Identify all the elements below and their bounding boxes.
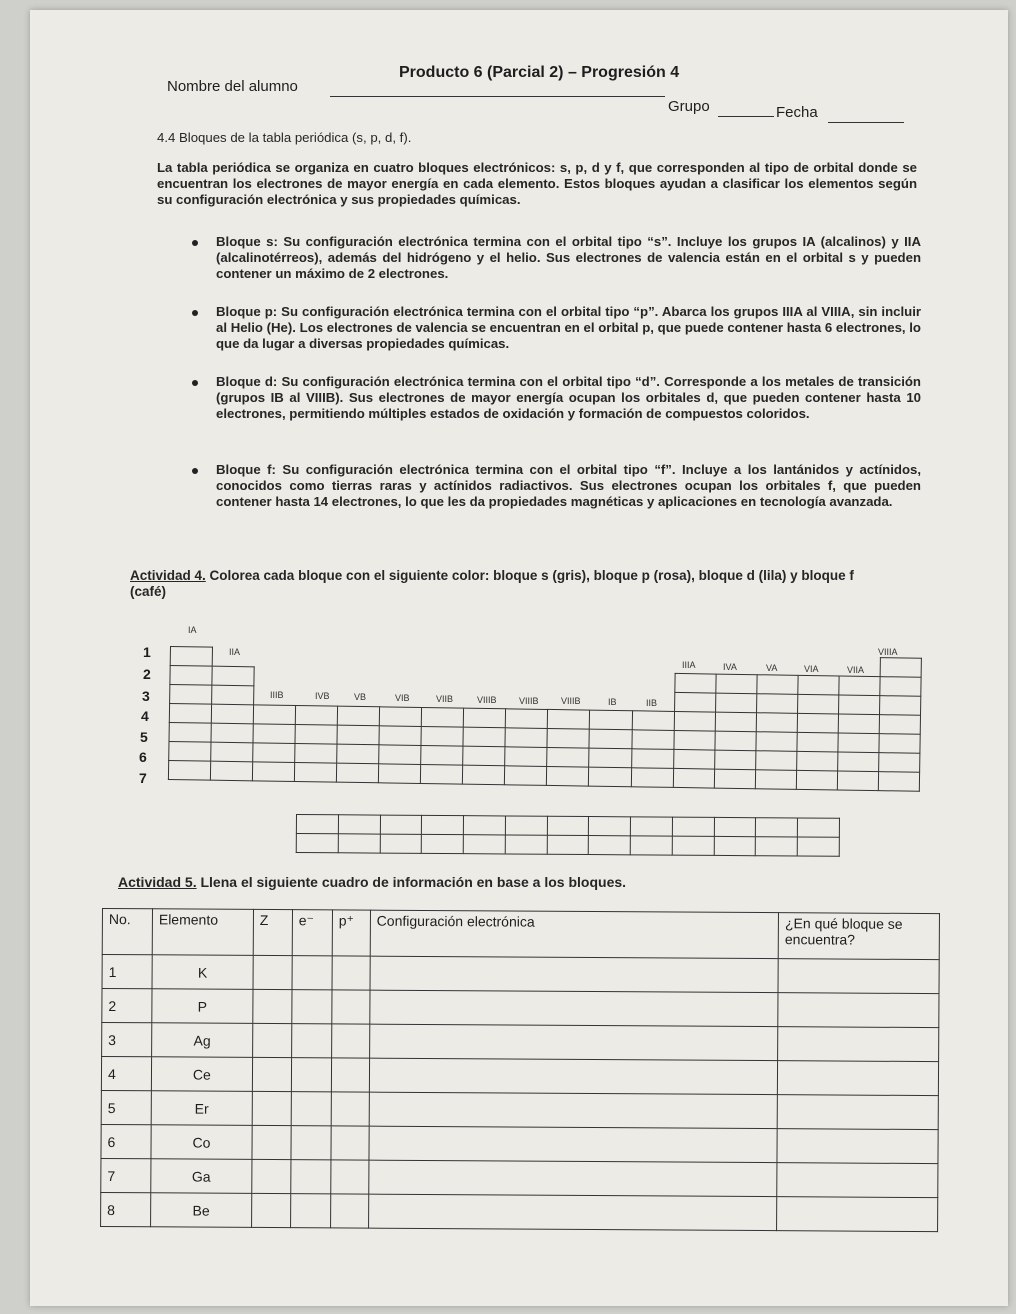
name-blank-line[interactable] — [330, 96, 665, 97]
intro-paragraph: La tabla periódica se organiza en cuatro bloques electrónicos: s, p, d y f, que corresponden al tipo de orbital donde se encuentran los electrones de mayor energía en cada elemento. Estos bloques ayudan a clasificar los elementos según su configuración electrónica y sus propiedades químicas. — [157, 160, 917, 207]
cell[interactable] — [715, 693, 756, 713]
cell[interactable] — [878, 772, 919, 792]
activity4-text: Colorea cada bloque con el siguiente color: bloque s (gris), bloque p (rosa), bloque d (lila) y bloque f — [205, 568, 854, 583]
cell[interactable] — [879, 715, 920, 735]
cell[interactable] — [589, 817, 631, 836]
block-cell[interactable] — [777, 1197, 938, 1232]
group-blank-line[interactable] — [718, 116, 774, 117]
electrons-cell[interactable] — [290, 1194, 330, 1228]
cell[interactable] — [463, 727, 505, 747]
cell[interactable] — [672, 817, 714, 836]
cell[interactable] — [756, 837, 798, 856]
group-label-p: VIA — [804, 664, 819, 674]
cell[interactable] — [505, 728, 547, 748]
cell[interactable] — [673, 768, 714, 788]
cell[interactable] — [589, 729, 631, 749]
cell[interactable] — [506, 709, 548, 729]
cell[interactable] — [714, 750, 755, 770]
configuration-cell[interactable] — [369, 1058, 778, 1094]
section-heading: 4.4 Bloques de la tabla periódica (s, p, d, f). — [157, 130, 412, 145]
cell[interactable] — [421, 726, 463, 746]
cell[interactable] — [837, 752, 878, 772]
activity5-instructions — [118, 874, 626, 890]
group-label-d: VIIB — [436, 694, 454, 704]
protons-cell[interactable] — [331, 1092, 369, 1126]
protons-cell[interactable] — [331, 1160, 369, 1194]
cell[interactable] — [295, 762, 337, 782]
name-label: Nombre del alumno — [167, 78, 298, 95]
table-row — [101, 1158, 938, 1197]
periodic-table-grid — [168, 646, 922, 792]
block-cell[interactable] — [777, 1061, 938, 1096]
cell[interactable] — [878, 753, 919, 773]
cell[interactable] — [674, 673, 715, 693]
cell[interactable] — [756, 818, 798, 837]
group-label-ia: IA — [188, 625, 197, 635]
element-symbol: Ag — [152, 1023, 253, 1058]
row-number: 8 — [101, 1192, 151, 1226]
z-cell[interactable] — [252, 1023, 291, 1057]
period-number: 2 — [143, 666, 151, 682]
cell[interactable] — [674, 730, 715, 750]
cell[interactable] — [797, 732, 838, 752]
group-label-d: VIIIB — [477, 695, 497, 705]
cell[interactable] — [505, 747, 547, 767]
cell[interactable] — [796, 770, 837, 790]
cell[interactable] — [338, 815, 380, 834]
cell[interactable] — [380, 834, 422, 853]
group-label-p: VA — [766, 663, 778, 673]
activity4-label: Actividad 4. — [130, 568, 206, 583]
activity4-text-2: (café) — [130, 584, 167, 599]
cell[interactable] — [797, 694, 838, 714]
col-header: ¿En qué bloque se encuentra? — [778, 913, 939, 960]
bullet-p-block: Bloque p: Su configuración electrónica termina con el orbital tipo “p”. Abarca los grupos IIIA al VIIIA, sin incluir al Helio (He). Los electrones de valencia se encuentran en el orbital p, que puede contener hasta 6 electrones, lo que da lugar a diversas propiedades químicas. — [216, 304, 921, 351]
cell[interactable] — [169, 704, 211, 724]
cell[interactable] — [421, 764, 463, 784]
col-header: p⁺ — [332, 910, 370, 956]
col-header: Z — [253, 909, 292, 955]
cell[interactable] — [422, 707, 464, 727]
electrons-cell[interactable] — [291, 1058, 331, 1092]
period-number: 6 — [139, 749, 147, 765]
z-cell[interactable] — [253, 955, 292, 989]
cell[interactable] — [798, 818, 840, 837]
configuration-cell[interactable] — [369, 1126, 778, 1162]
row-number: 2 — [102, 989, 152, 1023]
cell[interactable] — [211, 704, 253, 724]
cell[interactable] — [337, 744, 379, 764]
row-number: 7 — [101, 1158, 151, 1192]
block-cell[interactable] — [778, 993, 939, 1028]
cell[interactable] — [630, 836, 672, 855]
cell[interactable] — [337, 725, 379, 745]
element-symbol: P — [152, 989, 253, 1024]
group-label-viiia: VIIIA — [878, 647, 898, 657]
cell[interactable] — [674, 711, 715, 731]
table-row — [101, 1090, 938, 1129]
bullet-s-block: Bloque s: Su configuración electrónica termina con el orbital tipo “s”. Incluye los grupos IA (alcalinos) y IIA (alcalinotérreos), además del hidrógeno y el helio. Sus electrones de valencia están en el orbital s y pueden contener un máximo de 2 electrones. — [216, 234, 921, 281]
cell[interactable] — [589, 748, 631, 768]
electrons-cell[interactable] — [291, 1160, 331, 1194]
cell[interactable] — [295, 724, 337, 744]
cell[interactable] — [630, 817, 672, 836]
z-cell[interactable] — [252, 1125, 291, 1159]
cell[interactable] — [672, 836, 714, 855]
cell[interactable] — [715, 731, 756, 751]
block-cell[interactable] — [778, 959, 939, 994]
cell[interactable] — [170, 647, 212, 667]
cell[interactable] — [838, 733, 879, 753]
cell[interactable] — [837, 771, 878, 791]
bullet-dot — [192, 310, 198, 316]
row-number: 5 — [101, 1090, 151, 1124]
cell[interactable] — [296, 815, 338, 834]
cell[interactable] — [211, 742, 253, 762]
cell[interactable] — [169, 741, 211, 761]
col-header: e⁻ — [292, 910, 332, 956]
cell[interactable] — [631, 768, 673, 788]
bullet-d-block: Bloque d: Su configuración electrónica termina con el orbital tipo “d”. Corresponde a los metales de transición (grupos IB al VIIIB). Sus electrones de mayor energía ocupan los orbitales d, que pueden contener hasta 10 electrones, permitiendo múltiples estados de oxidación y formación de compuestos coloridos. — [216, 374, 921, 421]
cell[interactable] — [253, 743, 295, 763]
cell[interactable] — [839, 676, 880, 696]
cell[interactable] — [212, 685, 254, 705]
activity4-instructions — [130, 568, 930, 600]
cell[interactable] — [212, 666, 254, 686]
group-label-p: VIIA — [847, 665, 865, 675]
cell[interactable] — [631, 749, 673, 769]
cell[interactable] — [674, 692, 715, 712]
cell[interactable] — [463, 835, 505, 854]
group-label-d: VB — [354, 692, 367, 702]
cell[interactable] — [714, 817, 756, 836]
cell[interactable] — [337, 763, 379, 783]
group-label-iia: IIA — [229, 647, 241, 657]
cell[interactable] — [296, 834, 338, 853]
group-label-d: VIIIB — [561, 696, 581, 706]
cell[interactable] — [589, 767, 631, 787]
cell[interactable] — [838, 714, 879, 734]
configuration-cell[interactable] — [369, 1024, 778, 1060]
row-number: 4 — [101, 1057, 151, 1091]
cell[interactable] — [673, 749, 714, 769]
cell[interactable] — [714, 769, 755, 789]
table-row — [102, 1023, 939, 1062]
period-number: 7 — [139, 770, 147, 786]
cell[interactable] — [632, 711, 674, 731]
cell[interactable] — [715, 712, 756, 732]
row-number: 1 — [102, 955, 152, 989]
protons-cell[interactable] — [331, 1126, 369, 1160]
cell[interactable] — [547, 747, 589, 767]
cell[interactable] — [421, 745, 463, 765]
electrons-cell[interactable] — [291, 1092, 331, 1126]
worksheet-page — [30, 10, 1008, 1306]
cell[interactable] — [337, 706, 379, 726]
cell[interactable] — [756, 675, 797, 695]
cell[interactable] — [880, 658, 921, 678]
activity5-text: Llena el siguiente cuadro de información en base a los bloques. — [196, 874, 627, 890]
cell[interactable] — [464, 708, 506, 728]
table-row — [101, 1057, 938, 1096]
cell[interactable] — [547, 816, 589, 835]
z-cell[interactable] — [252, 1159, 291, 1193]
cell[interactable] — [590, 710, 632, 730]
block-cell[interactable] — [778, 1027, 939, 1062]
cell[interactable] — [589, 836, 631, 855]
f-block-grid — [296, 814, 840, 857]
cell[interactable] — [796, 751, 837, 771]
cell[interactable] — [756, 732, 797, 752]
cell[interactable] — [505, 835, 547, 854]
activity5-label: Actividad 5. — [118, 874, 197, 890]
cell[interactable] — [170, 666, 212, 686]
cell[interactable] — [879, 696, 920, 716]
cell[interactable] — [755, 751, 796, 771]
group-label: Grupo — [668, 98, 710, 115]
cell[interactable] — [168, 760, 210, 780]
date-label: Fecha — [776, 104, 818, 121]
cell[interactable] — [756, 694, 797, 714]
bullet-f-block: Bloque f: Su configuración electrónica termina con el orbital tipo “f”. Incluye a los lantánidos y actínidos, conocidos como tierras raras y actínidos radiactivos. Sus electrones ocupan los orbitales f, que pueden contener hasta 14 electrones, lo que les da propiedades magnéticas y aplicaciones en tecnología avanzada. — [216, 462, 921, 509]
cell[interactable] — [295, 743, 337, 763]
row-number: 6 — [101, 1124, 151, 1158]
configuration-cell[interactable] — [369, 1092, 778, 1128]
cell[interactable] — [379, 726, 421, 746]
group-label-p: IIIA — [682, 660, 696, 670]
cell[interactable] — [170, 685, 212, 705]
cell[interactable] — [715, 674, 756, 694]
cell[interactable] — [548, 709, 590, 729]
col-header: No. — [102, 909, 152, 955]
cell[interactable] — [547, 728, 589, 748]
element-symbol: Co — [151, 1125, 252, 1160]
bullet-dot — [192, 240, 198, 246]
cell[interactable] — [714, 836, 756, 855]
block-cell[interactable] — [777, 1129, 938, 1164]
cell[interactable] — [379, 764, 421, 784]
cell[interactable] — [756, 713, 797, 733]
group-label-d: VIB — [395, 693, 410, 703]
cell[interactable] — [380, 815, 422, 834]
info-table — [100, 908, 940, 1232]
cell[interactable] — [797, 837, 839, 856]
element-symbol: Be — [151, 1193, 252, 1228]
protons-cell[interactable] — [332, 990, 370, 1024]
table-row — [101, 1192, 938, 1231]
electrons-cell[interactable] — [291, 1024, 331, 1058]
configuration-cell[interactable] — [370, 956, 779, 992]
group-label-d: VIIIB — [519, 696, 539, 706]
cell[interactable] — [295, 705, 337, 725]
cell[interactable] — [879, 734, 920, 754]
col-header: Configuración electrónica — [370, 910, 779, 958]
cell[interactable] — [547, 766, 589, 786]
cell[interactable] — [755, 770, 796, 790]
group-label-d: IIB — [646, 698, 658, 708]
cell[interactable] — [169, 722, 211, 742]
group-label-d: IB — [608, 697, 617, 707]
protons-cell[interactable] — [331, 1024, 369, 1058]
period-number: 1 — [143, 644, 151, 660]
configuration-cell[interactable] — [368, 1194, 777, 1230]
cell[interactable] — [463, 765, 505, 785]
block-cell[interactable] — [777, 1163, 938, 1198]
cell[interactable] — [838, 695, 879, 715]
z-cell[interactable] — [252, 1057, 291, 1091]
date-blank-line[interactable] — [828, 122, 904, 123]
electrons-cell[interactable] — [291, 1126, 331, 1160]
period-number: 5 — [140, 729, 148, 745]
z-cell[interactable] — [253, 989, 292, 1023]
element-symbol: Ce — [151, 1057, 252, 1092]
cell[interactable] — [211, 723, 253, 743]
cell[interactable] — [505, 816, 547, 835]
bullet-dot — [192, 468, 198, 474]
group-label-d: IIIB — [270, 690, 284, 700]
cell[interactable] — [253, 705, 295, 725]
table-row — [102, 955, 939, 994]
cell[interactable] — [547, 835, 589, 854]
group-label-p: IVA — [723, 662, 737, 672]
electrons-cell[interactable] — [292, 956, 332, 990]
cell[interactable] — [798, 675, 839, 695]
element-symbol: K — [152, 955, 253, 990]
period-number: 4 — [141, 708, 149, 724]
row-number: 3 — [102, 1023, 152, 1057]
block-cell[interactable] — [777, 1095, 938, 1130]
table-row — [102, 989, 939, 1028]
cell[interactable] — [463, 746, 505, 766]
cell[interactable] — [210, 761, 252, 781]
protons-cell[interactable] — [332, 956, 370, 990]
cell[interactable] — [797, 713, 838, 733]
cell[interactable] — [505, 766, 547, 786]
cell[interactable] — [252, 762, 294, 782]
z-cell[interactable] — [252, 1091, 291, 1125]
cell[interactable] — [338, 834, 380, 853]
bullet-dot — [192, 380, 198, 386]
cell[interactable] — [253, 724, 295, 744]
configuration-cell[interactable] — [369, 1160, 778, 1196]
cell[interactable] — [880, 677, 921, 697]
cell[interactable] — [631, 730, 673, 750]
table-row — [101, 1124, 938, 1163]
group-label-d: IVB — [315, 691, 330, 701]
z-cell[interactable] — [251, 1193, 290, 1227]
cell[interactable] — [380, 707, 422, 727]
protons-cell[interactable] — [331, 1058, 369, 1092]
cell[interactable] — [422, 815, 464, 834]
element-symbol: Ga — [151, 1159, 252, 1194]
page-title: Producto 6 (Parcial 2) – Progresión 4 — [399, 64, 680, 81]
configuration-cell[interactable] — [370, 990, 779, 1026]
protons-cell[interactable] — [330, 1194, 368, 1228]
electrons-cell[interactable] — [292, 990, 332, 1024]
col-header: Elemento — [152, 909, 253, 956]
period-number: 3 — [142, 688, 150, 704]
element-symbol: Er — [151, 1091, 252, 1126]
cell[interactable] — [463, 816, 505, 835]
cell[interactable] — [422, 834, 464, 853]
cell[interactable] — [379, 745, 421, 765]
